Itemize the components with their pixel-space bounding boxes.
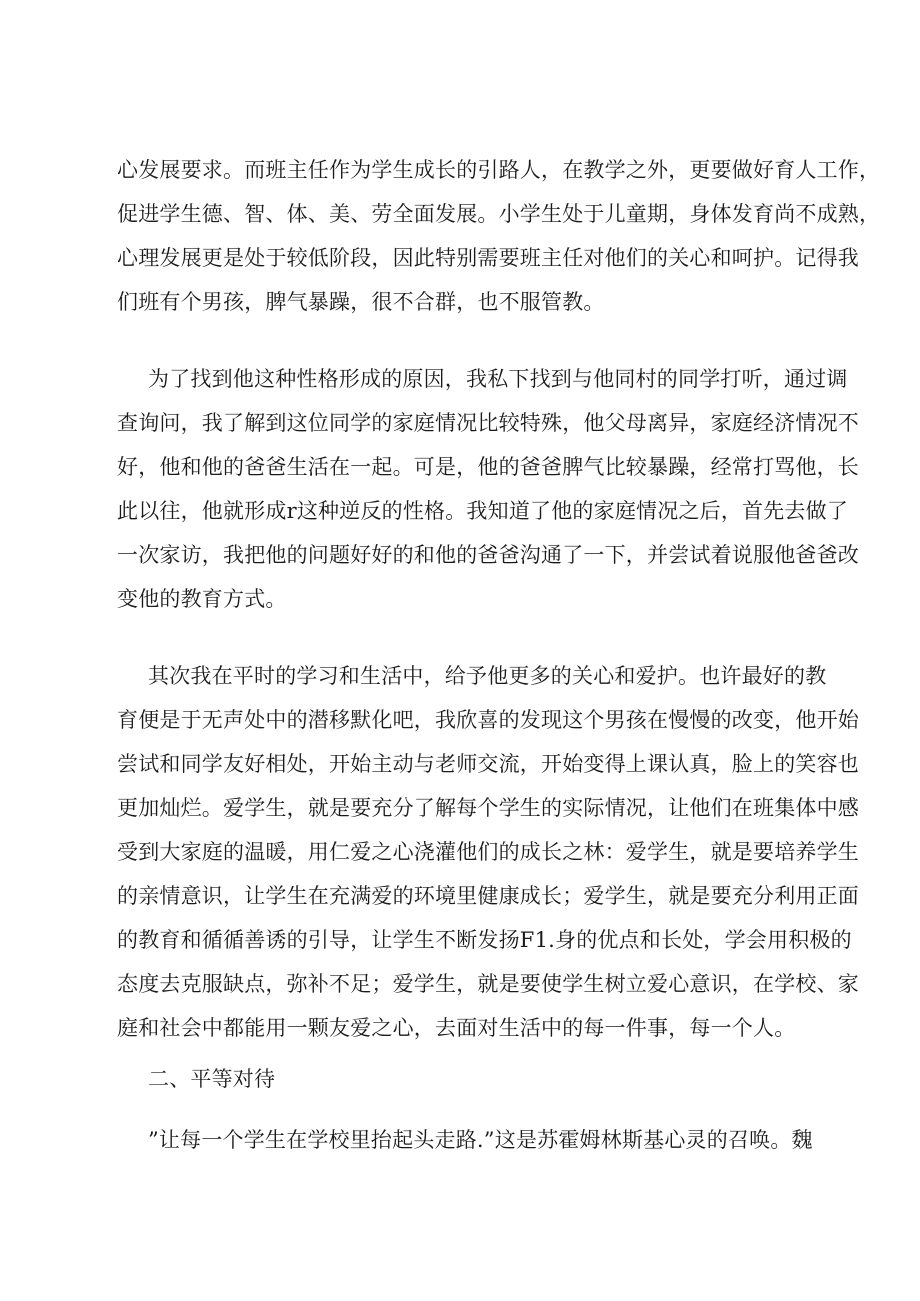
paragraph-line: 一次家访，我把他的问题好好的和他的爸爸沟通了一下，并尝试着说服他爸爸改 bbox=[117, 543, 859, 567]
paragraph-line: 变他的教育方式。 bbox=[117, 587, 287, 611]
paragraph-line: 促进学生德、智、体、美、劳全面发展。小学生处于儿童期，身体发育尚不成熟， bbox=[117, 202, 881, 226]
paragraph-line: 为了找到他这种性格形成的原因，我私下找到与他同村的同学打听，通过调 bbox=[148, 367, 848, 391]
paragraph-line: 的亲情意识，让学生在充满爱的环境里健康成长；爱学生，就是要充分利用正面 bbox=[117, 884, 859, 908]
paragraph-line: 好，他和他的爸爸生活在一起。可是，他的爸爸脾气比较暴躁，经常打骂他，长 bbox=[117, 455, 859, 479]
paragraph-line: 尝试和同学友好相处，开始主动与老师交流，开始变得上课认真，脸上的笑容也 bbox=[117, 752, 859, 776]
paragraph-line: ”让每一个学生在学校里抬起头走路.”这是苏霍姆林斯基心灵的召唤。魏 bbox=[148, 1128, 813, 1152]
paragraph-line: 查询问，我了解到这位同学的家庭情况比较特殊，他父母离异，家庭经济情况不 bbox=[117, 411, 859, 435]
paragraph-line: 们班有个男孩，脾气暴躁，很不合群，也不服管教。 bbox=[117, 290, 605, 314]
paragraph-line: 受到大家庭的温暖，用仁爱之心浇灌他们的成长之林：爱学生，就是要培养学生 bbox=[117, 840, 859, 864]
paragraph-line: 态度去克服缺点，弥补不足；爱学生，就是要使学生树立爱心意识，在学校、家 bbox=[117, 972, 859, 996]
paragraph-line: 庭和社会中都能用一颗友爱之心，去面对生活中的每一件事，每一个人。 bbox=[117, 1016, 796, 1040]
paragraph-line: 其次我在平时的学习和生活中，给予他更多的关心和爱护。也许最好的教 bbox=[148, 664, 827, 688]
paragraph-line: 育便是于无声处中的潜移默化吧，我欣喜的发现这个男孩在慢慢的改变，他开始 bbox=[117, 708, 859, 732]
paragraph-line: 的教育和循循善诱的引导，让学生不断发扬F1.身的优点和长处，学会用积极的 bbox=[117, 928, 852, 952]
section-heading: 二、平等对待 bbox=[148, 1067, 276, 1091]
paragraph-line: 心理发展更是处于较低阶段，因此特别需要班主任对他们的关心和呵护。记得我 bbox=[117, 246, 859, 270]
paragraph-line: 心发展要求。而班主任作为学生成长的引路人，在教学之外，更要做好育人工作， bbox=[117, 158, 881, 182]
paragraph-line: 此以往，他就形成r这种逆反的性格。我知道了他的家庭情况之后，首先去做了 bbox=[117, 499, 849, 523]
paragraph-line: 更加灿烂。爱学生，就是要充分了解每个学生的实际情况，让他们在班集体中感 bbox=[117, 796, 859, 820]
